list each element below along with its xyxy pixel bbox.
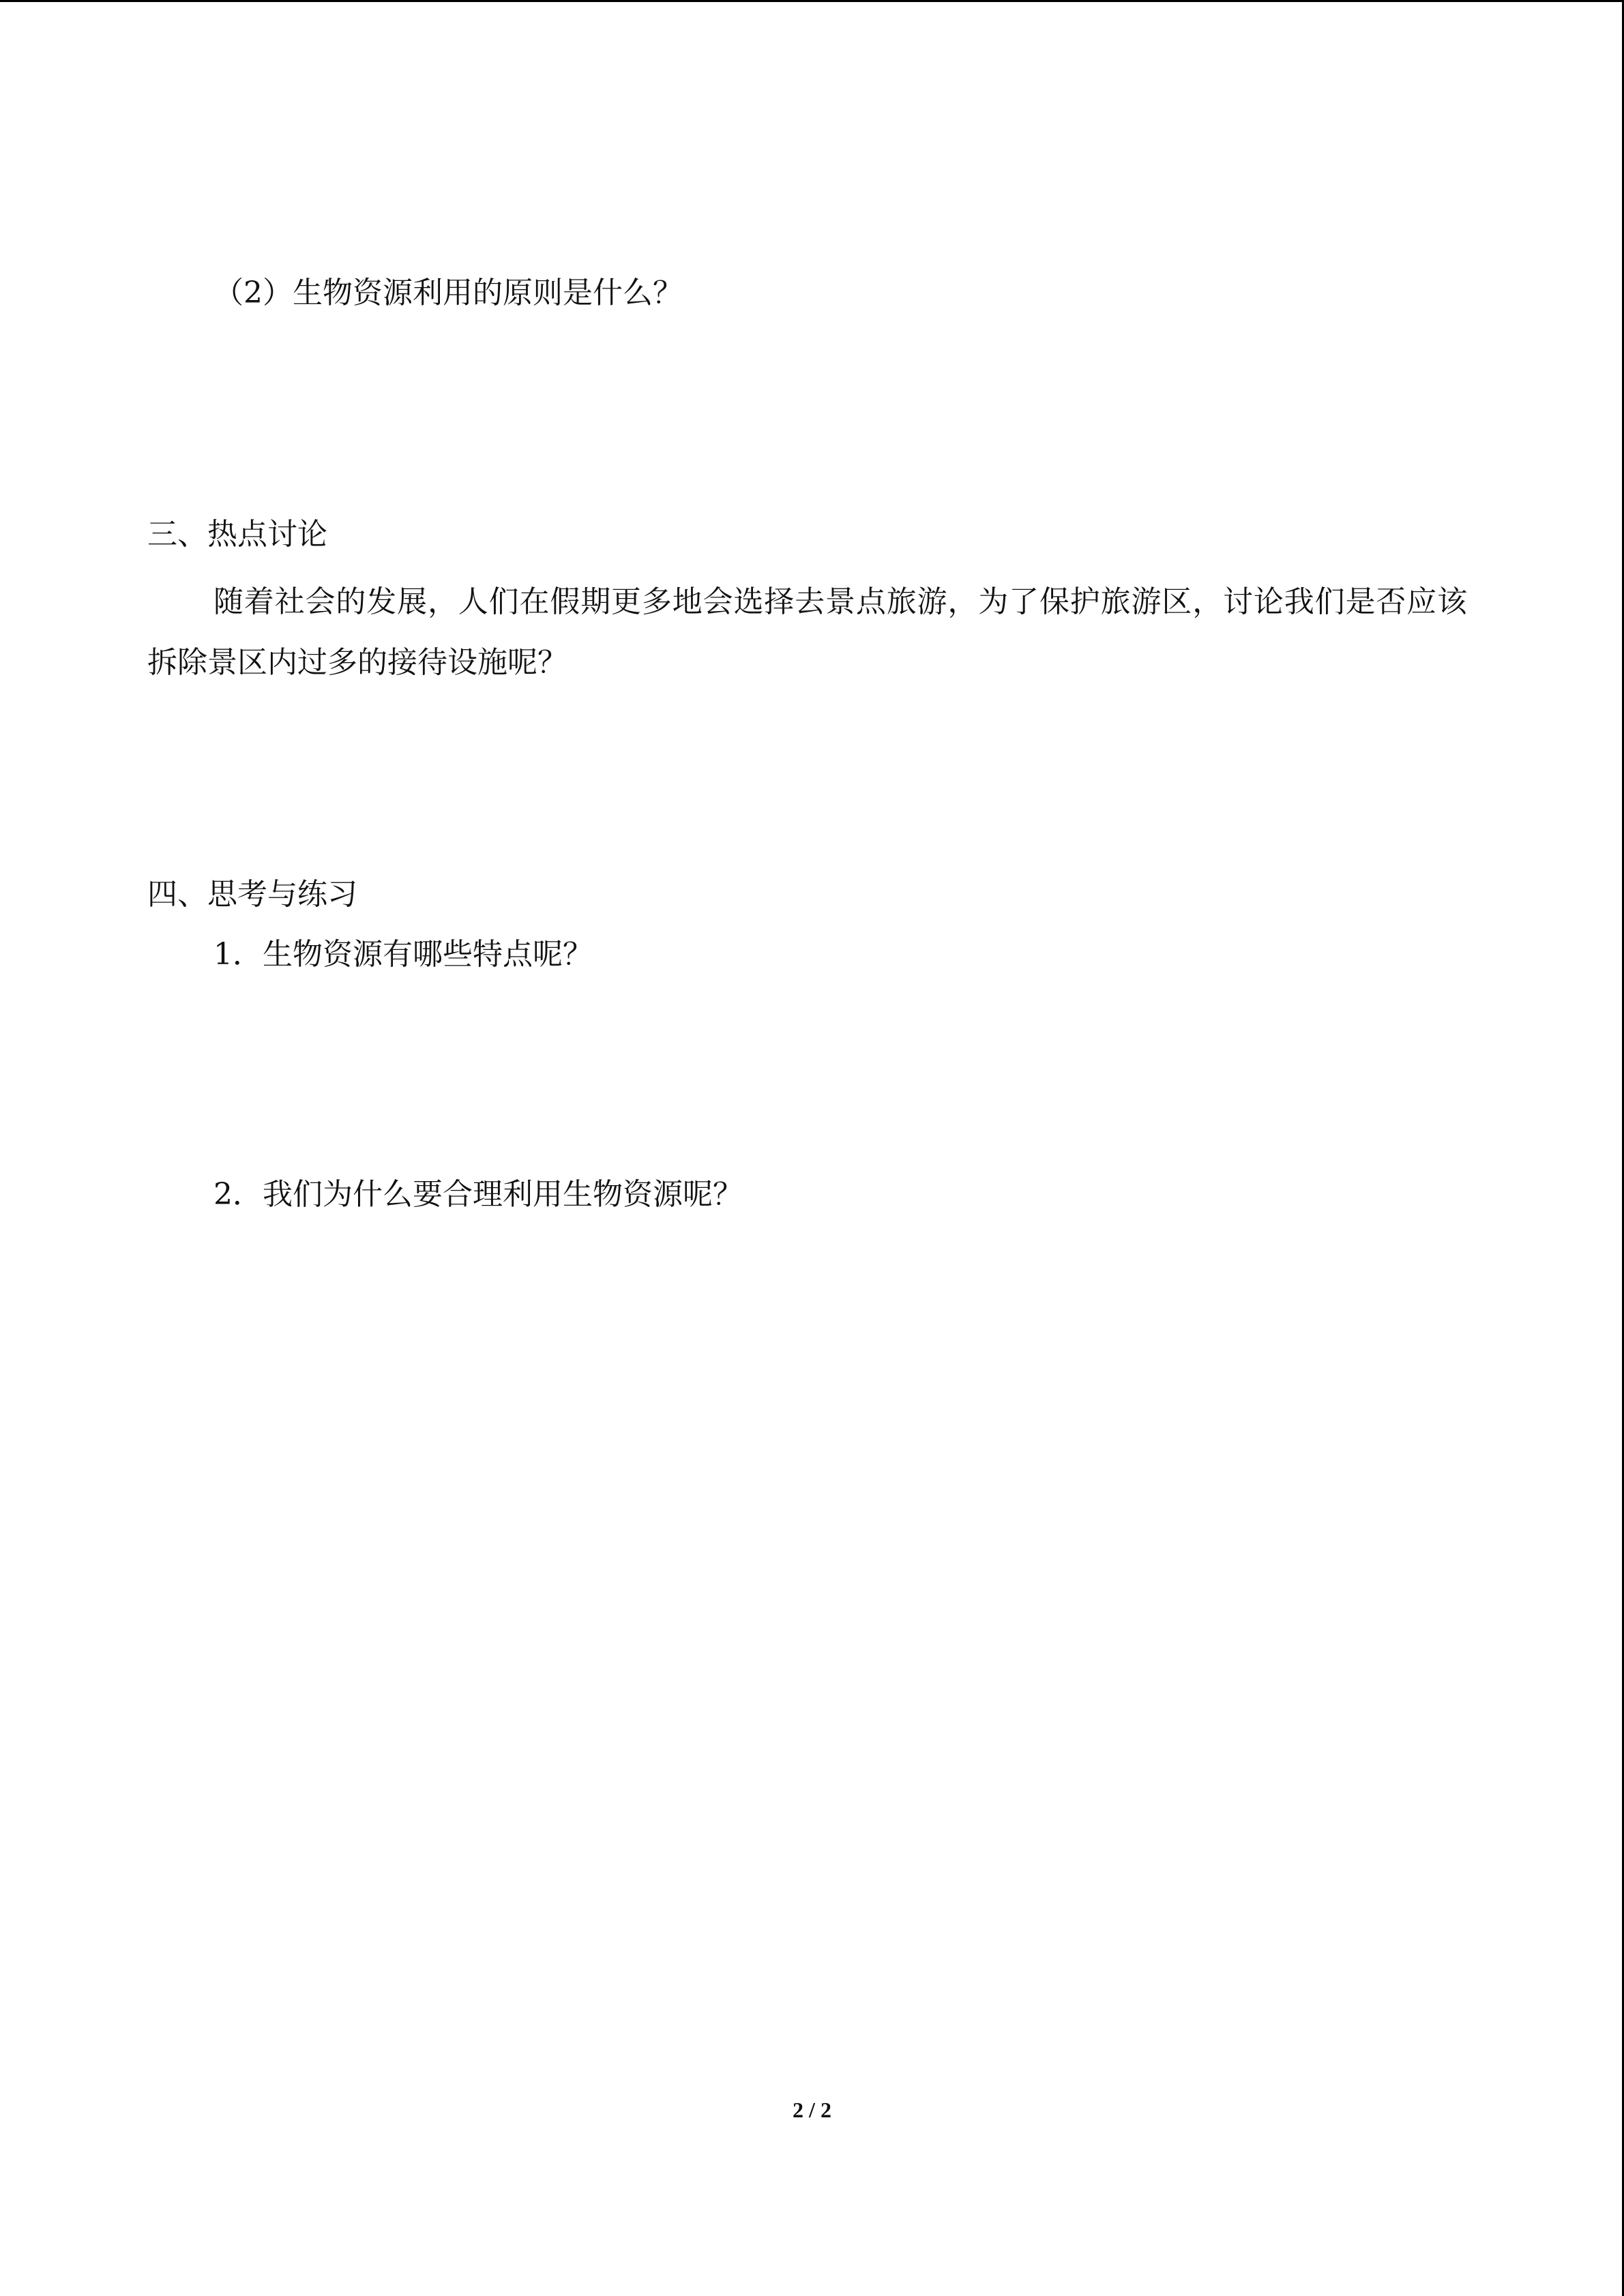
exercise-item-2: 2．我们为什么要合理利用生物资源呢？ bbox=[213, 1177, 743, 1212]
exercise-item-1: 1．生物资源有哪些特点呢？ bbox=[213, 937, 593, 972]
question-2-text: （2）生物资源利用的原则是什么？ bbox=[213, 275, 683, 310]
section-4-heading: 四、思考与练习 bbox=[147, 877, 357, 912]
section-3-heading: 三、热点讨论 bbox=[147, 517, 327, 552]
top-border-line bbox=[0, 0, 1624, 2]
page-number: 2 / 2 bbox=[793, 2098, 831, 2122]
section-3-paragraph: 随着社会的发展，人们在假期更多地会选择去景点旅游，为了保护旅游区，讨论我们是否应该拆除景区内过多的接待设施呢？ bbox=[147, 584, 1467, 680]
